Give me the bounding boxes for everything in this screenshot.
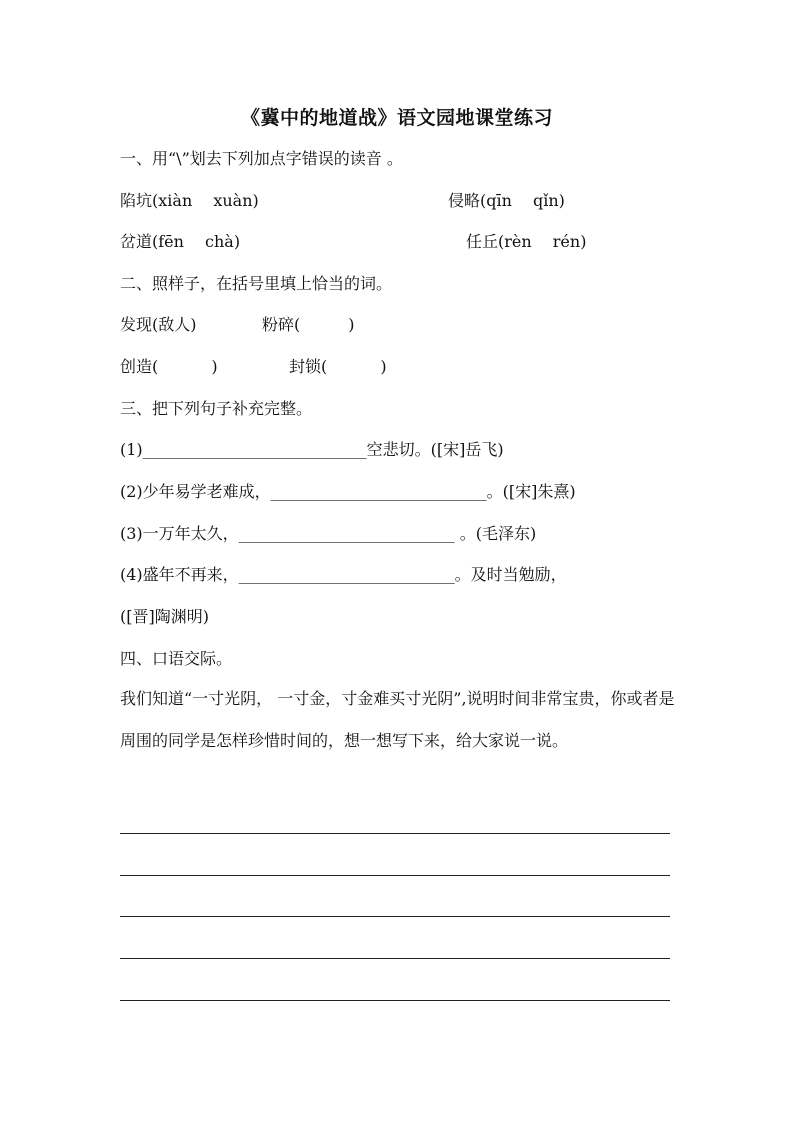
pinyin-options: (xiàn xuàn) xyxy=(152,191,259,210)
sentence-item-3[interactable]: (3)一万年太久，___________________________ 。(毛泽东) xyxy=(120,524,537,543)
pinyin-options: (fēn chà) xyxy=(152,232,241,251)
sentence-item-1[interactable]: (1)____________________________空悲切。([宋]岳飞) xyxy=(120,440,504,459)
fill-item-2[interactable]: 创造( ) xyxy=(120,357,218,376)
writing-line-4[interactable] xyxy=(120,958,670,959)
writing-line-2[interactable] xyxy=(120,875,670,876)
section1-heading: 一、用“\”划去下列加点字错误的读音 。 xyxy=(120,149,403,168)
pinyin-word: 陷坑 xyxy=(120,191,153,210)
section4-heading: 四、口语交际。 xyxy=(120,649,233,668)
writing-line-3[interactable] xyxy=(120,916,670,917)
fill-item-1[interactable]: 粉碎( ) xyxy=(262,315,355,334)
pinyin-item-2 xyxy=(448,190,565,212)
section2-heading: 二、照样子，在括号里填上恰当的词。 xyxy=(120,274,393,293)
pinyin-item-3 xyxy=(120,231,240,253)
pinyin-word: 岔道 xyxy=(120,232,153,251)
section3-heading: 三、把下列句子补充完整。 xyxy=(120,399,313,418)
fill-item-3[interactable]: 封锁( ) xyxy=(289,357,387,376)
sentence-item-4-source: ([晋]陶渊明) xyxy=(120,607,209,626)
fill-item-example: 发现(敌人) xyxy=(120,315,197,334)
pinyin-word: 任丘 xyxy=(466,232,499,251)
section4-paragraph: 我们知道“一寸光阴， 一寸金，寸金难买寸光阴”,说明时间非常宝贵，你或者是周围的同学是怎样珍惜时间的，想一想写下来，给大家说一说。 xyxy=(120,689,675,750)
writing-line-5[interactable] xyxy=(120,1000,670,1001)
sentence-item-4[interactable]: (4)盛年不再来，___________________________。及时当勉励， xyxy=(120,565,567,584)
pinyin-options: (qīn qǐn) xyxy=(480,191,565,210)
sentence-item-2[interactable]: (2)少年易学老难成，___________________________。([宋]朱熹) xyxy=(120,482,576,501)
pinyin-options: (rèn rén) xyxy=(498,232,587,251)
writing-line-1[interactable] xyxy=(120,833,670,834)
pinyin-item-1 xyxy=(120,190,259,212)
pinyin-word: 侵略 xyxy=(448,191,481,210)
pinyin-item-4 xyxy=(466,231,586,253)
page-title: 《冀中的地道战》语文园地课堂练习 xyxy=(240,107,553,129)
